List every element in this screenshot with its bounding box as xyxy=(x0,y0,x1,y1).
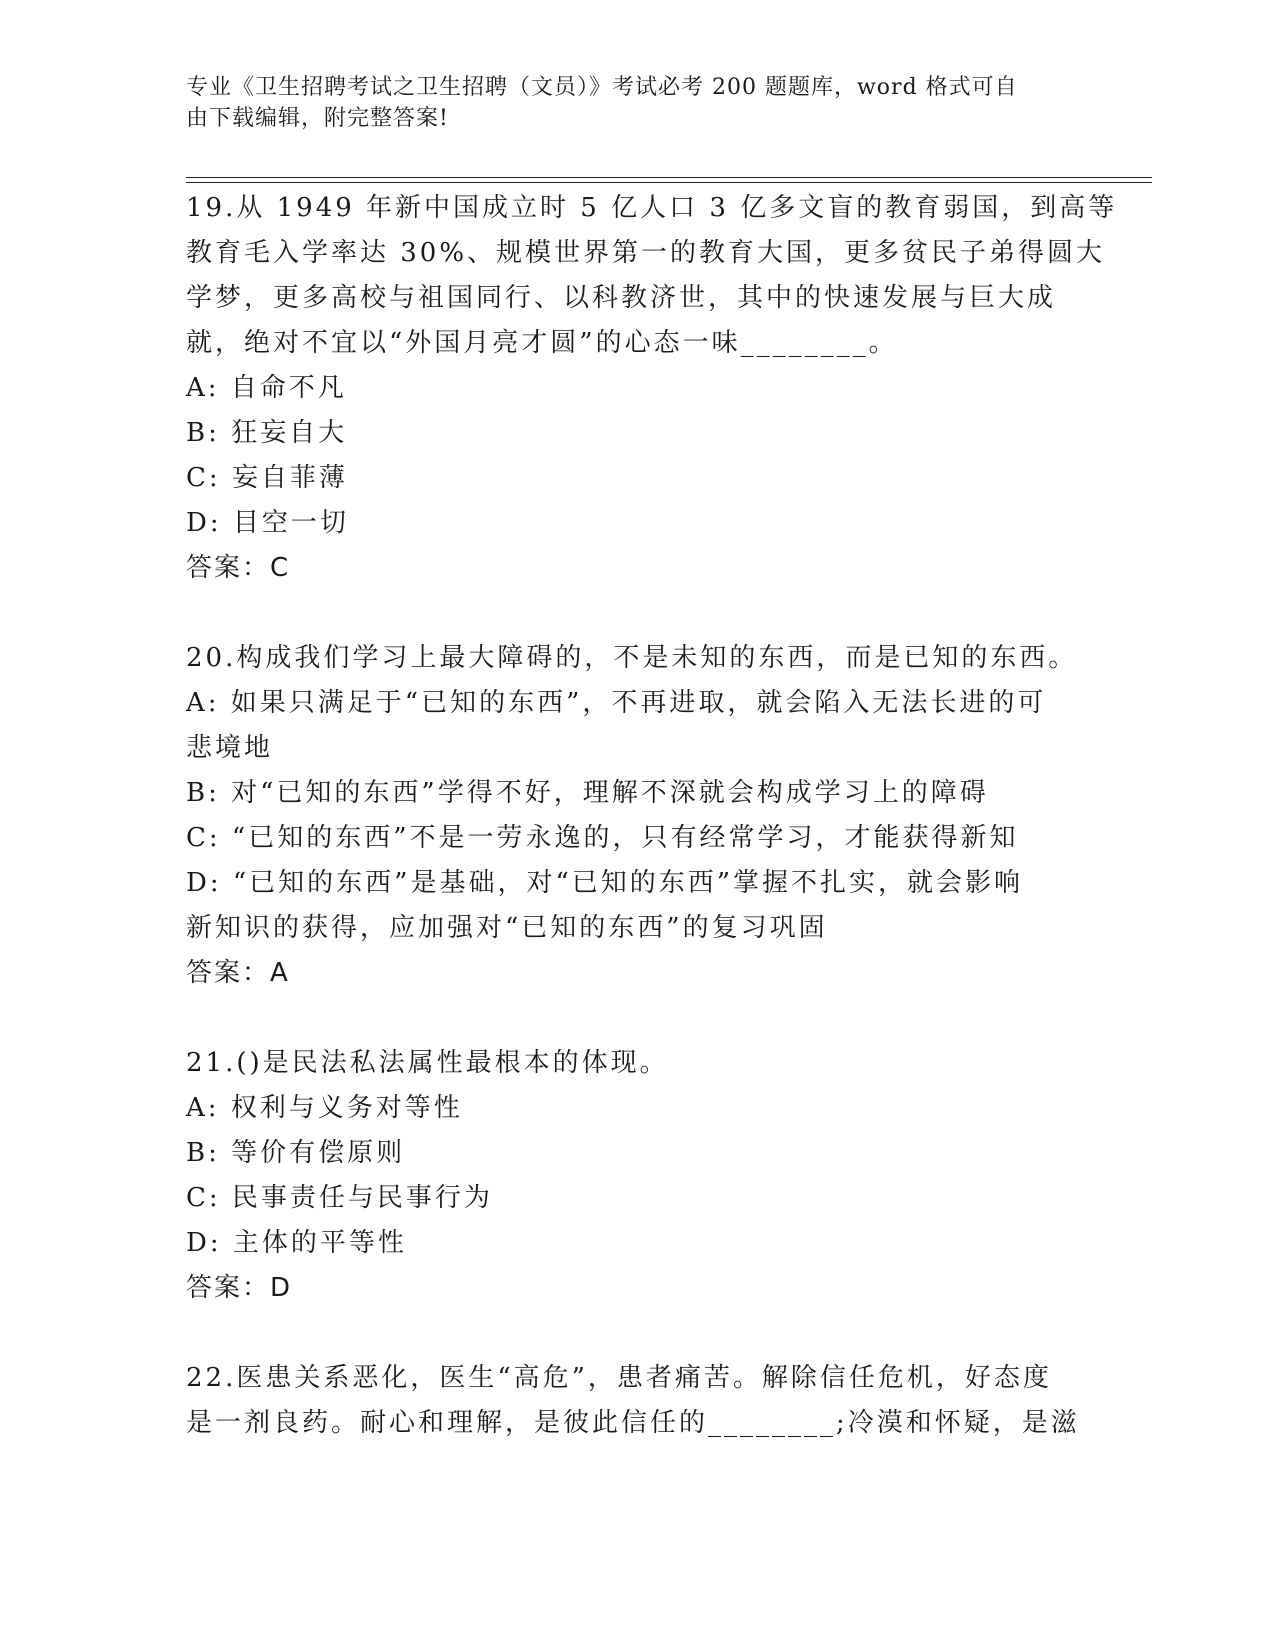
option-a-continued: 悲境地 xyxy=(186,733,274,763)
question-text-line: 19.从 1949 年新中国成立时 5 亿人口 3 亿多文盲的教育弱国，到高等 xyxy=(186,193,1118,223)
document-header xyxy=(186,72,1066,134)
question-19 xyxy=(186,186,1118,591)
option-c: C: 民事责任与民事行为 xyxy=(186,1183,493,1213)
answer-line: 答案：D xyxy=(186,1273,293,1303)
option-d: D: 目空一切 xyxy=(186,508,349,538)
option-c: C: 妄自菲薄 xyxy=(186,463,348,493)
option-b: B: 对“已知的东西”学得不好，理解不深就会构成学习上的障碍 xyxy=(186,778,989,808)
question-text-line: 就，绝对不宜以“外国月亮才圆”的心态一味________。 xyxy=(186,328,898,358)
option-c: C: “已知的东西”不是一劳永逸的，只有经常学习，才能获得新知 xyxy=(186,823,1019,853)
question-text-line: 学梦，更多高校与祖国同行、以科教济世，其中的快速发展与巨大成 xyxy=(186,283,1057,313)
question-text-line: 是一剂良药。耐心和理解，是彼此信任的________;冷漠和怀疑，是滋 xyxy=(186,1408,1080,1438)
option-a: A: 如果只满足于“已知的东西”，不再进取，就会陷入无法长进的可 xyxy=(186,688,1047,718)
option-d-continued: 新知识的获得，应加强对“已知的东西”的复习巩固 xyxy=(186,913,828,943)
question-22 xyxy=(186,1356,1086,1446)
header-line-2: 由下载编辑，附完整答案! xyxy=(186,106,449,131)
option-b: B: 狂妄自大 xyxy=(186,418,348,448)
option-d: D: 主体的平等性 xyxy=(186,1228,407,1258)
header-divider-bottom xyxy=(186,182,1152,183)
question-spacer xyxy=(186,591,1086,636)
question-20 xyxy=(186,636,1086,996)
header-line-1: 专业《卫生招聘考试之卫生招聘（文员）》考试必考 200 题题库，word 格式可自 xyxy=(186,75,1018,100)
question-spacer xyxy=(186,996,1086,1041)
question-spacer xyxy=(186,1311,1086,1356)
header-divider-top xyxy=(186,177,1152,178)
option-a: A: 权利与义务对等性 xyxy=(186,1093,463,1123)
option-a: A: 自命不凡 xyxy=(186,373,347,403)
question-list xyxy=(186,186,1118,1446)
answer-line: 答案：C xyxy=(186,553,291,583)
answer-line: 答案：A xyxy=(186,958,290,988)
question-text-line: 21.()是民法私法属性最根本的体现。 xyxy=(186,1048,669,1078)
question-text-line: 教育毛入学率达 30%、规模世界第一的教育大国，更多贫民子弟得圆大 xyxy=(186,238,1106,268)
option-d: D: “已知的东西”是基础，对“已知的东西”掌握不扎实，就会影响 xyxy=(186,868,1024,898)
option-b: B: 等价有偿原则 xyxy=(186,1138,406,1168)
question-text-line: 22.医患关系恶化，医生“高危”，患者痛苦。解除信任危机，好态度 xyxy=(186,1363,1052,1393)
question-21 xyxy=(186,1041,1086,1311)
question-text-line: 20.构成我们学习上最大障碍的，不是未知的东西，而是已知的东西。 xyxy=(186,643,1078,673)
